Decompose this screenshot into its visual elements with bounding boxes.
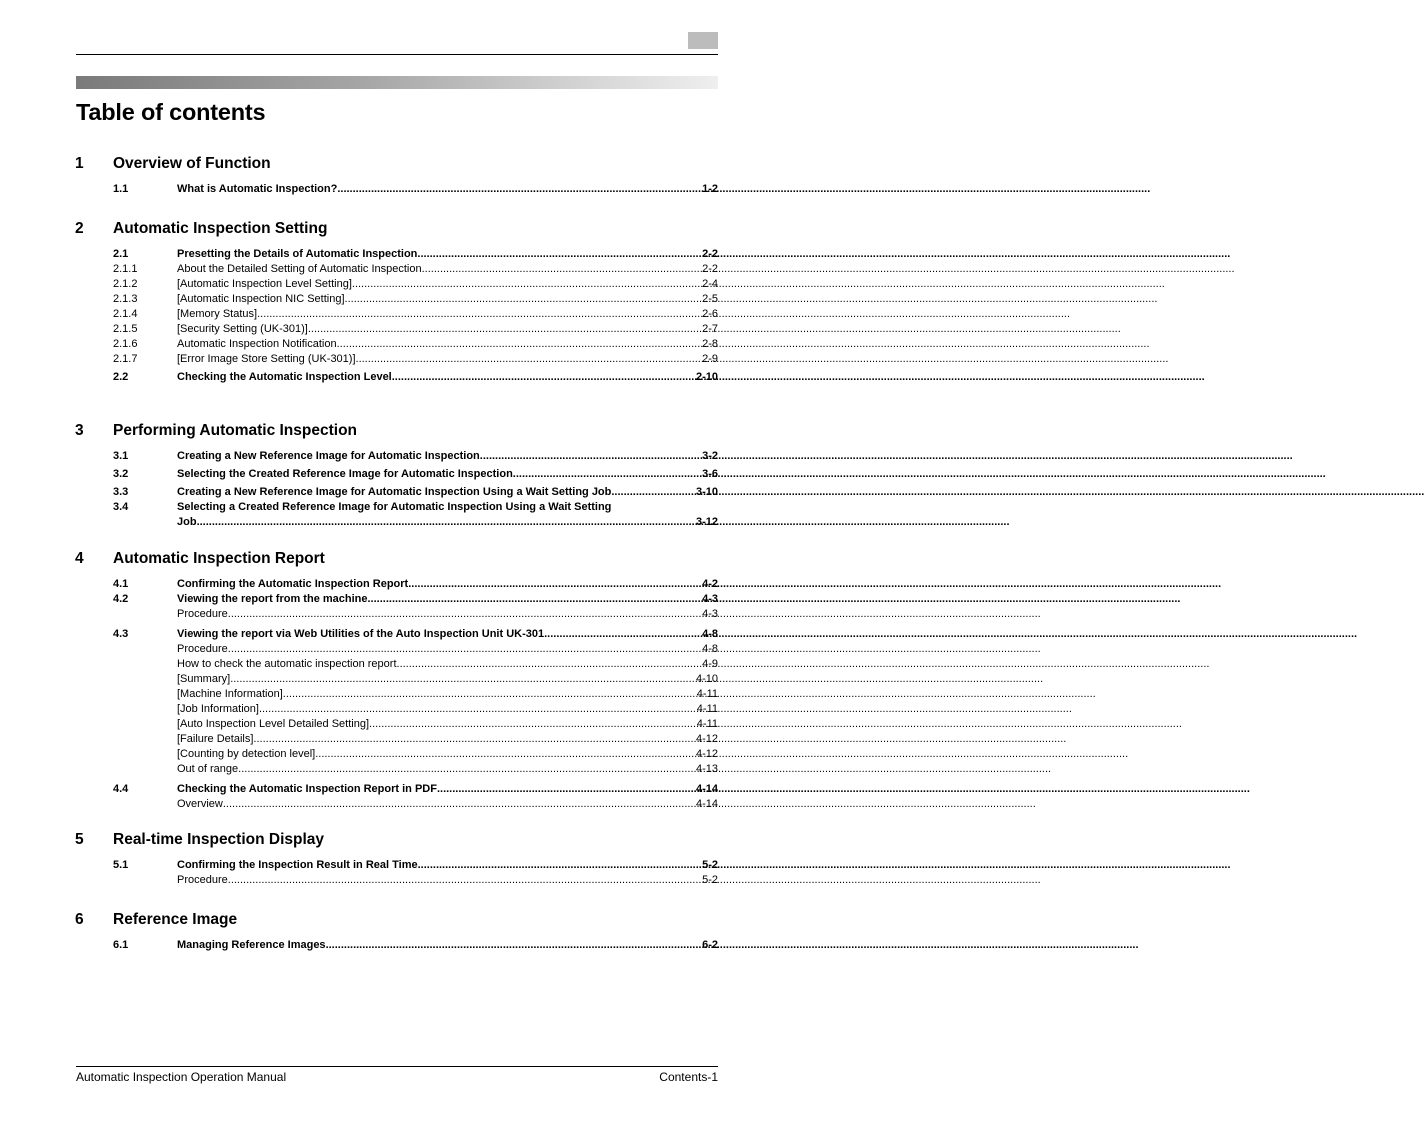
dot-leader [418,858,698,873]
entry-text: [Security Setting (UK-301)] [177,323,308,335]
entry-page-number: 2-7 [702,323,718,335]
entry-text: [Automatic Inspection NIC Setting] [177,293,345,305]
toc-entry[interactable] [0,500,793,530]
dot-leader [544,627,698,642]
entry-text: [Summary] [177,673,231,685]
dot-leader [417,247,698,262]
entry-page-number: 4-14 [695,798,718,810]
entry-text: Viewing the report from the machine [177,593,368,605]
toc-entry[interactable] [0,467,793,482]
chapter-heading[interactable] [0,911,793,933]
entry-page-number: 4-8 [702,643,718,655]
entry-page-number: 4-3 [702,593,718,605]
entry-line [177,337,718,352]
chapter-heading[interactable] [0,831,793,853]
entry-page-number: 3-10 [695,486,718,498]
entry-page-number: 3-6 [702,468,718,480]
header-corner-block [688,32,718,49]
toc-entry[interactable] [0,747,793,762]
chapter-heading[interactable] [0,422,793,444]
entry-line [177,938,718,953]
toc-entry[interactable] [0,182,793,197]
entry-line [177,515,718,530]
entry-page-number: 4-11 [696,688,718,700]
entry-number: 5.1 [113,859,129,871]
dot-leader [283,687,697,702]
dot-leader [228,642,702,657]
toc-entry[interactable] [0,657,793,672]
entry-number: 3.4 [113,501,129,513]
toc-entry[interactable] [0,322,793,337]
dot-leader [238,762,696,777]
entry-page-number: 2-2 [702,248,718,260]
entry-line [177,352,718,367]
chapter-number: 6 [75,911,84,928]
dot-leader [223,797,696,812]
entry-text: [Auto Inspection Level Detailed Setting] [177,718,370,730]
entry-line [177,858,718,873]
dot-leader [397,657,703,672]
entry-text: How to check the automatic inspection report [177,658,397,670]
chapter-heading[interactable] [0,550,793,572]
entry-page-number: 4-12 [695,733,718,745]
dot-leader [352,277,702,292]
entry-page-number: 2-5 [702,293,718,305]
entry-line [177,182,718,197]
entry-line [177,262,718,277]
entry-number: 2.1.2 [113,278,138,290]
chapter-title: Overview of Function [113,155,271,172]
dot-leader [513,467,698,482]
entry-line [177,762,718,777]
dot-leader [228,873,702,888]
entry-page-number: 2-4 [702,278,718,290]
toc-chapter [0,550,793,812]
entry-text: Job [177,516,197,528]
entry-page-number: 4-12 [695,748,718,760]
entry-page-number: 4-10 [695,673,718,685]
entry-page-number: 6-2 [702,939,718,951]
entry-number: 2.1 [113,248,129,260]
toc-entry[interactable] [0,262,793,277]
entry-line [177,607,718,622]
entry-line [177,247,718,262]
entry-number: 4.1 [113,578,129,590]
chapter-title: Performing Automatic Inspection [113,422,358,439]
chapter-title: Automatic Inspection Setting [113,220,328,237]
entry-number: 3.1 [113,450,129,462]
footer-manual-title: Automatic Inspection Operation Manual [76,1070,287,1084]
chapter-entries [0,449,793,530]
dot-leader [437,782,692,797]
entry-page-number: 4-8 [702,628,718,640]
toc-entry[interactable] [0,607,793,622]
entry-text: Creating a New Reference Image for Automatic Inspection Using a Wait Setting Job [177,486,612,498]
entry-number: 2.1.5 [113,323,138,335]
dot-leader [337,182,698,197]
title-gradient-bar [76,76,718,89]
entry-number: 2.1.1 [113,263,138,275]
entry-line [177,449,718,464]
chapter-number: 4 [75,550,84,567]
toc-chapter [0,422,793,530]
entry-number: 2.1.4 [113,308,138,320]
entry-line [177,642,718,657]
toc-entry[interactable] [0,247,793,262]
entry-text: Procedure [177,643,228,655]
entry-text: Out of range [177,763,239,775]
entry-page-number: 4-13 [695,763,718,775]
entry-number: 2.1.7 [113,353,138,365]
toc-entry[interactable] [0,702,793,717]
toc-entry[interactable] [0,762,793,777]
entry-page-number: 2-9 [702,353,718,365]
toc-entry[interactable] [0,797,793,812]
toc-entry[interactable] [0,672,793,687]
entry-line [177,687,718,702]
page-title: Table of contents [76,99,266,125]
entry-text: Automatic Inspection Notification [177,338,337,350]
dot-leader [228,607,702,622]
entry-text: Presetting the Details of Automatic Inspection [177,248,418,260]
dot-leader [257,307,702,322]
entry-text: About the Detailed Setting of Automatic Inspection [177,263,422,275]
toc-entry[interactable] [0,592,793,607]
entry-page-number: 4-14 [695,783,718,795]
entry-text: Selecting the Created Reference Image for Automatic Inspection [177,468,513,480]
dot-leader [356,352,703,367]
toc-entry[interactable] [0,642,793,657]
chapter-entries [0,858,793,888]
entry-text: [Counting by detection level] [177,748,316,760]
entry-text: Checking the Automatic Inspection Report in PDF [177,783,437,795]
entry-text: Confirming the Automatic Inspection Report [177,578,409,590]
entry-text: Confirming the Inspection Result in Real Time [177,859,418,871]
dot-leader [308,322,702,337]
entry-number: 1.1 [113,183,129,195]
chapter-number: 3 [75,422,84,439]
chapter-number: 2 [75,220,84,237]
entry-number: 4.2 [113,593,129,605]
dot-leader [326,938,699,953]
entry-line [177,873,718,888]
entry-text: Checking the Automatic Inspection Level [177,371,392,383]
entry-line [177,485,718,500]
entry-line [177,732,718,747]
toc-entry[interactable] [0,337,793,352]
entry-line [177,277,718,292]
toc-entry[interactable] [0,307,793,322]
dot-leader [197,515,692,530]
toc-entry[interactable] [0,782,793,797]
toc-entry[interactable] [0,352,793,367]
toc-entry[interactable] [0,277,793,292]
dot-leader [253,732,696,747]
toc-entry[interactable] [0,717,793,732]
entry-line [177,797,718,812]
footer-page-number: Contents-1 [659,1070,718,1084]
entry-text: [Machine Information] [177,688,283,700]
toc-entry[interactable] [0,449,793,464]
entry-line [177,292,718,307]
chapter-entries [0,247,793,385]
toc-chapter [0,831,793,888]
entry-page-number: 2-10 [695,371,718,383]
entry-line [177,657,718,672]
entry-line [177,592,718,607]
chapter-number: 1 [75,155,84,172]
entry-number: 2.1.6 [113,338,138,350]
entry-page-number: 4-3 [702,608,718,620]
entry-text: [Failure Details] [177,733,254,745]
toc-entry[interactable] [0,732,793,747]
toc-entry[interactable] [0,873,793,888]
toc-chapter [0,911,793,953]
chapter-entries [0,938,793,953]
toc-chapter [0,220,793,385]
chapter-heading[interactable] [0,155,793,177]
toc-entry[interactable] [0,938,793,953]
entry-text: [Job Information] [177,703,259,715]
chapter-title: Real-time Inspection Display [113,831,325,848]
top-rule [76,54,718,55]
toc-entry[interactable] [0,370,793,385]
entry-page-number: 4-2 [702,578,718,590]
entry-line [177,322,718,337]
entry-number: 2.1.3 [113,293,138,305]
entry-text: Procedure [177,608,228,620]
dot-leader [315,747,696,762]
toc-chapter [0,155,793,197]
entry-line [177,702,718,717]
entry-number: 3.2 [113,468,129,480]
entry-text: What is Automatic Inspection? [177,183,338,195]
toc-entry[interactable] [0,292,793,307]
dot-leader [611,485,692,500]
dot-leader [392,370,692,385]
chapter-number: 5 [75,831,84,848]
chapter-heading[interactable] [0,220,793,242]
toc-entry[interactable] [0,627,793,642]
entry-page-number: 2-8 [702,338,718,350]
entry-text: [Error Image Store Setting (UK-301)] [177,353,356,365]
entry-text: Creating a New Reference Image for Automatic Inspection [177,450,480,462]
dot-leader [337,337,703,352]
dot-leader [259,702,697,717]
dot-leader [408,577,698,592]
dot-leader [345,292,703,307]
entry-number: 3.3 [113,486,129,498]
entry-line [177,672,718,687]
entry-number: 2.2 [113,371,129,383]
entry-text: [Automatic Inspection Level Setting] [177,278,352,290]
dot-leader [368,592,699,607]
entry-line [177,307,718,322]
entry-page-number: 4-11 [696,718,718,730]
dot-leader [422,262,702,277]
toc-entry[interactable] [0,577,793,592]
entry-line [177,782,718,797]
chapter-title: Reference Image [113,911,238,928]
entry-line [177,370,718,385]
entry-page-number: 2-2 [702,263,718,275]
entry-text: [Memory Status] [177,308,258,320]
entry-page-number: 5-2 [702,859,718,871]
chapter-entries [0,182,793,197]
entry-page-number: 3-12 [695,516,718,528]
dot-leader [230,672,696,687]
entry-text-line1: Selecting a Created Reference Image for Automatic Inspection Using a Wait Setting [177,501,612,513]
chapter-entries [0,577,793,812]
entry-number: 6.1 [113,939,129,951]
toc-entry[interactable] [0,858,793,873]
entry-line [177,747,718,762]
entry-text: Overview [177,798,223,810]
entry-text: Procedure [177,874,228,886]
toc-entry[interactable] [0,687,793,702]
entry-number: 4.4 [113,783,129,795]
entry-page-number: 4-9 [702,658,718,670]
entry-line [177,627,718,642]
entry-page-number: 2-6 [702,308,718,320]
entry-page-number: 5-2 [702,874,718,886]
entry-page-number: 3-2 [702,450,718,462]
toc-entry[interactable] [0,485,793,500]
entry-text: Managing Reference Images [177,939,326,951]
bottom-rule [76,1066,718,1067]
chapter-title: Automatic Inspection Report [113,550,325,567]
entry-line [177,717,718,732]
entry-page-number: 4-11 [696,703,718,715]
entry-line [177,577,718,592]
entry-text: Viewing the report via Web Utilities of the Auto Inspection Unit UK-301 [177,628,545,640]
entry-number: 4.3 [113,628,129,640]
dot-leader [480,449,698,464]
entry-line [177,467,718,482]
entry-page-number: 1-2 [702,183,718,195]
dot-leader [369,717,697,732]
